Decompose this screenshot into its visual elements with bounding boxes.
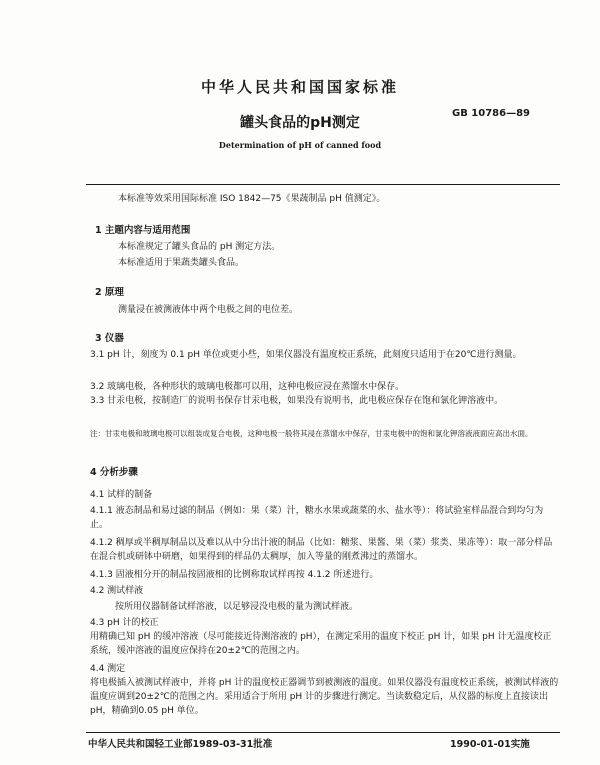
item-4-1-2: 4.1.2 稠厚或半稠厚制品以及难以从中分出汁液的制品（比如：糖浆、果酱、果（菜）浆类、果冻等）：取一部分样品在混合机或研钵中研磨，如果得到的样品仍太稠厚，加入等量的刚煮沸过的蒸馏水。 [90, 538, 553, 562]
section-4-heading: 4 分析步骤 [90, 467, 138, 478]
item-4-4-text: 将电极插入被测试样液中，并将 pH 计的温度校正器调节到被测液的温度。如果仪器没有温度校正系统，被测试样液的温度应调到20±2℃的范围之内。采用适合于所用 pH 计的步骤进行测定。当读数稳定后，从仪器的标度上直接读出 pH，精确到0.05 pH 单位。 [90, 678, 559, 716]
english-title: Determination of pH of canned food [218, 140, 382, 150]
item-3-2: 3.2 玻璃电极，各种形状的玻璃电极都可以用，这种电极应浸在蒸馏水中保存。 [90, 382, 405, 392]
item-4-1-1: 4.1.1 液态制品和易过滤的制品（例如：果（菜）汁，糖水水果或蔬菜的水、盐水等）：将试验室样品混合到均匀为止。 [90, 506, 544, 530]
section-2-heading: 2 原理 [95, 287, 124, 298]
section-1-heading: 1 主题内容与适用范围 [95, 225, 191, 236]
header-rule [86, 184, 560, 185]
item-4-2-text: 按所用仪器制备试样溶液，以足够浸没电极的量为测试样液。 [115, 602, 359, 612]
document-title: 罐头食品的pH测定 [240, 115, 360, 131]
item-4-4-heading: 4.4 测定 [90, 664, 126, 674]
issuing-authority: 中华人民共和国国家标准 [200, 78, 399, 96]
item-3-3: 3.3 甘汞电极，按制造厂的说明书保存甘汞电极，如果没有说明书，此电极应保存在饱和氯化钾溶液中。 [90, 396, 504, 406]
section-3-note: 注：甘汞电极和玻璃电极可以组装成复合电极，这种电极一般将其浸在蒸馏水中保存，甘汞电极中的饱和氯化钾溶液液面应高出水面。 [90, 429, 533, 438]
item-4-1-heading: 4.1 试样的制备 [90, 490, 153, 500]
section-2-p1: 测量浸在被测液体中两个电极之间的电位差。 [118, 305, 299, 315]
intro-paragraph: 本标准等效采用国际标准 ISO 1842—75《果蔬制品 pH 值测定》。 [118, 194, 386, 204]
item-4-1-3: 4.1.3 固液相分开的制品按固液相的比例称取试样再按 4.1.2 所述进行。 [90, 570, 379, 580]
item-4-2-heading: 4.2 测试样液 [90, 586, 144, 596]
item-4-3-text: 用精确已知 pH 的缓冲溶液（尽可能接近待测溶液的 pH），在测定采用的温度下校正 pH 计，如果 pH 计无温度校正系统，缓冲溶液的温度应保持在20±2℃的范围之内。 [90, 632, 552, 656]
section-1-p1: 本标准规定了罐头食品的 pH 测定方法。 [118, 242, 281, 252]
effective-date: 1990-01-01实施 [450, 739, 530, 750]
item-4-3-heading: 4.3 pH 计的校正 [90, 618, 159, 628]
section-1-p2: 本标准适用于果蔬类罐头食品。 [118, 258, 245, 268]
item-3-1: 3.1 pH 计，刻度为 0.1 pH 单位或更小些，如果仪器没有温度校正系统，此刻度只适用于在20℃进行测量。 [90, 350, 522, 360]
standard-number: GB 10786—89 [452, 108, 531, 119]
section-3-heading: 3 仪器 [95, 333, 124, 344]
footer-rule [86, 732, 560, 733]
approval-date: 中华人民共和国轻工业部1989-03-31批准 [88, 739, 273, 750]
